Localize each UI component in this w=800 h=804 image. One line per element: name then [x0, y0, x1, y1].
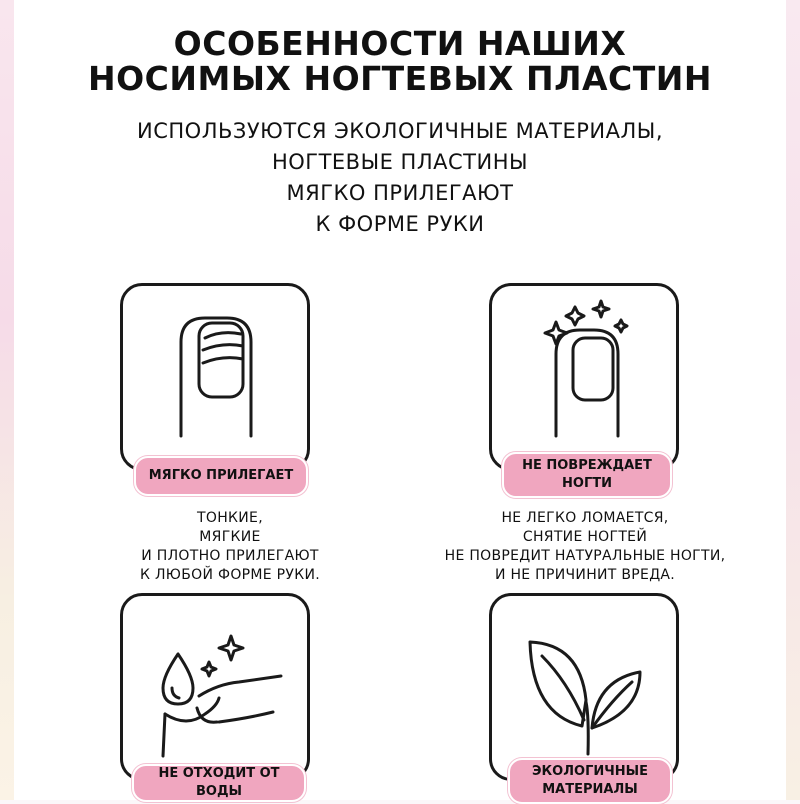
subtitle-line: К ФОРМЕ РУКИ [315, 212, 485, 236]
description-line: НЕ ПОВРЕДИТ НАТУРАЛЬНЫЕ НОГТИ, [444, 548, 726, 564]
feature-description-no-damage [420, 509, 750, 585]
title-line: НОСИМЫХ НОГТЕВЫХ ПЛАСТИН [87, 59, 713, 98]
title-line: ОСОБЕННОСТИ НАШИХ [173, 24, 627, 63]
subtitle-line: НОГТЕВЫЕ ПЛАСТИНЫ [271, 150, 529, 174]
badge-label: НЕ ОТХОДИТ ОТ ВОДЫ [158, 766, 280, 799]
description-line: МЯГКИЕ [199, 529, 261, 545]
badge-label: ЭКОЛОГИЧНЫЕ [532, 764, 648, 779]
water-drop-hand-icon [123, 596, 307, 778]
subtitle-line: МЯГКО ПРИЛЕГАЮТ [286, 181, 514, 205]
badge-no-damage [502, 452, 672, 498]
leaves-icon [492, 596, 676, 778]
description-line: СНЯТИЕ НОГТЕЙ [522, 529, 648, 545]
badge-water-resistant [132, 764, 306, 802]
feature-card-water-resistant [120, 593, 310, 781]
sparkling-nail-icon [492, 286, 676, 468]
description-line: И ПЛОТНО ПРИЛЕГАЮТ [141, 548, 319, 564]
finger-nail-icon [123, 286, 307, 468]
feature-card-eco-materials [489, 593, 679, 781]
page-subtitle [0, 116, 800, 240]
badge-label: НОГТИ [562, 476, 612, 491]
badge-label: НЕ ПОВРЕЖДАЕТ [522, 458, 652, 473]
description-line: НЕ ЛЕГКО ЛОМАЕТСЯ, [501, 510, 669, 526]
badge-eco-materials [508, 758, 672, 804]
feature-card-no-damage [489, 283, 679, 471]
page-title [0, 26, 800, 96]
subtitle-line: ИСПОЛЬЗУЮТСЯ ЭКОЛОГИЧНЫЕ МАТЕРИАЛЫ, [137, 119, 663, 143]
badge-label: МАТЕРИАЛЫ [542, 782, 638, 797]
description-line: К ЛЮБОЙ ФОРМЕ РУКИ. [139, 567, 320, 583]
badge-label: МЯГКО ПРИЛЕГАЕТ [148, 468, 294, 483]
feature-description-soft-fit [80, 509, 380, 585]
feature-card-soft-fit [120, 283, 310, 471]
description-line: И НЕ ПРИЧИНИТ ВРЕДА. [494, 567, 676, 583]
description-line: ТОНКИЕ, [197, 510, 263, 526]
badge-soft-fit [134, 456, 308, 496]
